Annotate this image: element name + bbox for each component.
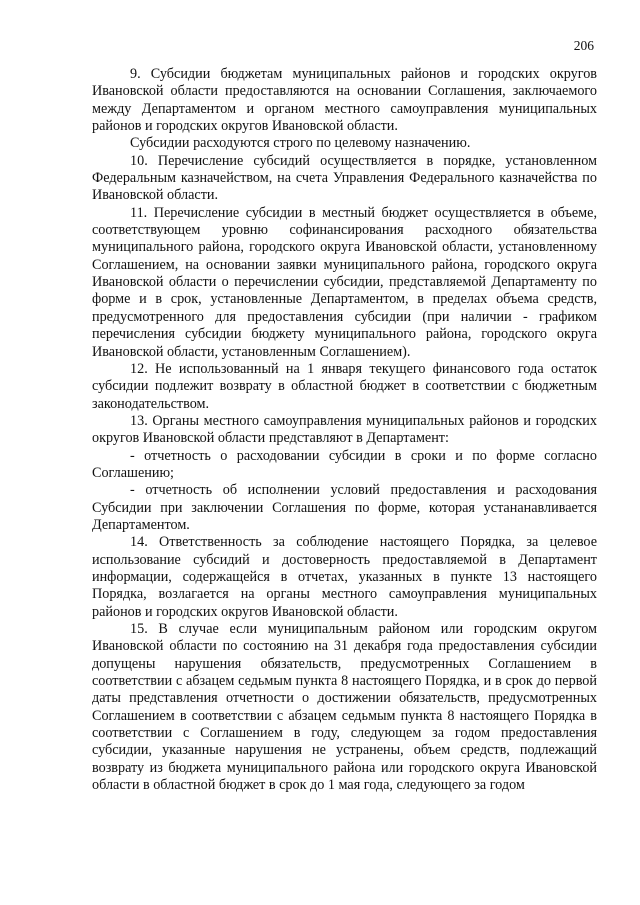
paragraph-9: 9. Субсидии бюджетам муниципальных районов и городских округов Ивановской области предоставляются на основании Соглашения, заключаемого между Департаментом и органом местного самоуправления муниципальных районов и городских округов Ивановской области. bbox=[92, 66, 597, 135]
document-body bbox=[92, 66, 597, 794]
paragraph-13: 13. Органы местного самоуправления муниципальных районов и городских округов Ивановской области представляют в Департамент: bbox=[92, 412, 597, 447]
page-number: 206 bbox=[573, 38, 594, 53]
paragraph-10: 10. Перечисление субсидий осуществляется в порядке, установленном Федеральным казначейством, на счета Управления Федерального казначейства по Ивановской области. bbox=[92, 152, 597, 204]
paragraph-12: 12. Не использованный на 1 января текущего финансового года остаток субсидии подлежит возврату в областной бюджет в соответствии с бюджетным законодательством. bbox=[92, 360, 597, 412]
paragraph-11: 11. Перечисление субсидии в местный бюджет осуществляется в объеме, соответствующем уровню софинансирования расходного обязательства муниципального района, городского округа Ивановской области, установленному Соглашением, на основании заявки муниципального района, городского округа Ивановской области о перечислении субсидии, представляемой Департаменту по форме и в срок, установленные Департаментом, в пределах объема средств, предусмотренного для предоставления субсидии (при наличии - графиком перечисления субсидии бюджету муниципального района, городского округа Ивановской области, установленным Соглашением). bbox=[92, 204, 597, 360]
paragraph-15: 15. В случае если муниципальным районом или городским округом Ивановской области по состоянию на 31 декабря года предоставления субсидии допущены нарушения обязательств, предусмотренных Соглашением в соответствии с абзацем седьмым пункта 8 настоящего Порядка, и в срок до первой даты представления отчетности о достижении обязательств, предусмотренных Соглашением в соответствии с абзацем седьмым пункта 8 настоящего Порядка в соответствии с Соглашением в году, следующем за годом предоставления субсидии, указанные нарушения не устранены, объем средств, подлежащий возврату из бюджета муниципального района или городского округа Ивановской области в областной бюджет в срок до 1 мая года, следующего за годом bbox=[92, 621, 597, 794]
paragraph-13-item-1: - отчетность о расходовании субсидии в сроки и по форме согласно Соглашению; bbox=[92, 447, 597, 481]
paragraph-14: 14. Ответственность за соблюдение настоящего Порядка, за целевое использование субсидий и достоверность предоставляемой в Департамент информации, содержащейся в отчетах, указанных в пункте 13 настоящего Порядка, возлагается на органы местного самоуправления муниципальных районов и городских округов Ивановской области. bbox=[92, 534, 597, 620]
paragraph-9-purpose: Субсидии расходуются строго по целевому назначению. bbox=[130, 135, 471, 152]
paragraph-13-item-2: - отчетность об исполнении условий предоставления и расходования Субсидии при заключении Соглашения по форме, которая устананавливается Департаментом. bbox=[92, 482, 597, 533]
